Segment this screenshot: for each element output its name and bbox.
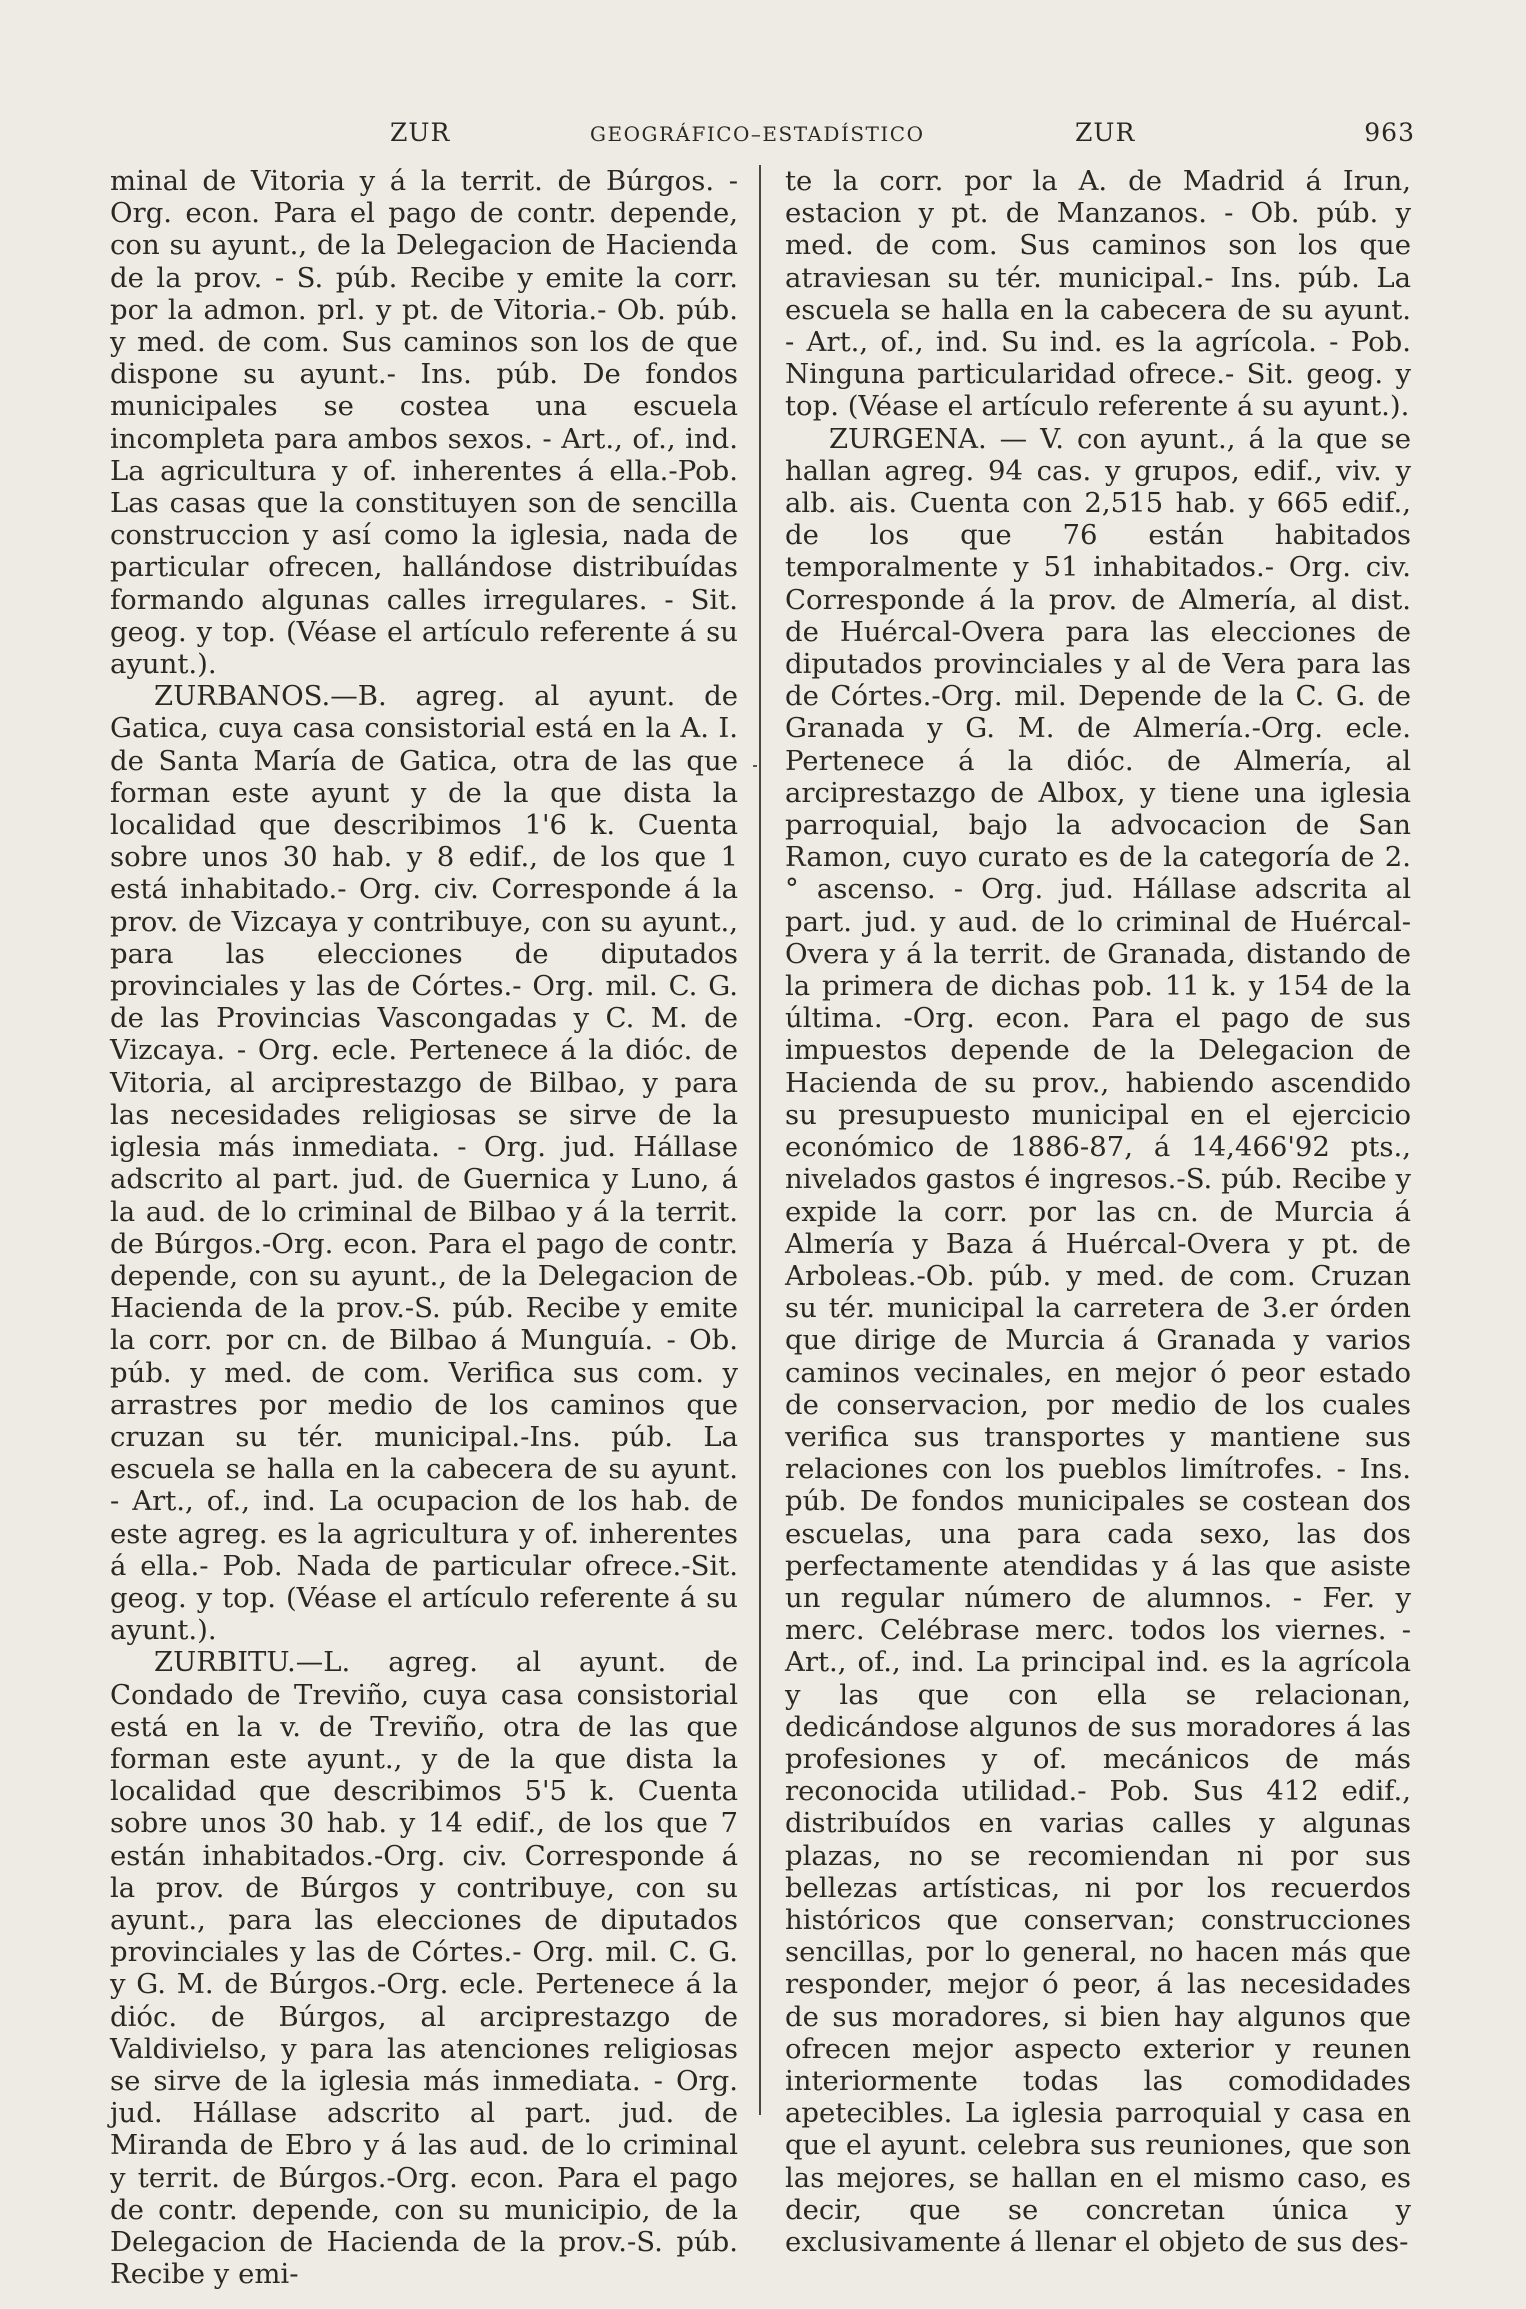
entry-zurgena: ZURGENA. — V. con ayunt., á la que se hallan agreg. 94 cas. y grupos, edif., viv. y alb. ais. Cuenta con 2,515 hab. y 665 edif., de los que 76 están habitados temporalmente y 51 inhabitados.- Org. civ. Corresponde á la prov. de Almería, al dist. de Huércal-Overa para las elecciones de diputados provinciales y al de Vera para las de Córtes.-Org. mil. Depende de la C. G. de Granada y G. M. de Almería.-Org. ecle. Pertenece á la dióc. de Almería, al arciprestazgo de Albox, y tiene una iglesia parroquial, bajo la advocacion de San Ramon, cuyo curato es de la categoría de 2.° ascenso. - Org. jud. Hállase adscrita al part. jud. y aud. de lo criminal de Huércal-Overa y á la territ. de Granada, distando de la primera de dichas pob. 11 k. y 154 de la última. -Org. econ. Para el pago de sus impuestos depende de la Delegacion de Hacienda de su prov., habiendo ascendido su presupuesto municipal en el ejercicio económico de 1886-87, á 14,466'92 pts., nivelados gastos é ingresos.-S. púb. Recibe y expide la corr. por las cn. de Murcia á Almería y Baza á Huércal-Overa y pt. de Arboleas.-Ob. púb. y med. de com. Cruzan su tér. municipal la carretera de 3.er órden que dirige de Murcia á Granada y varios caminos vecinales, en mejor ó peor estado de conservacion, por medio de los cuales verifica sus transportes y mantiene sus relaciones con los pueblos limítrofes. - Ins. púb. De fondos municipales se costean dos escuelas, una para cada sexo, las dos perfectamente atendidas y á las que asiste un regular número de alumnos. - Fer. y merc. Celébrase merc. todos los viernes. - Art., of., ind. La principal ind. es la agrícola y las que con ella se relacionan, dedicándose algunos de sus moradores á las profesiones y of. mecánicos de más reconocida utilidad.- Pob. Sus 412 edif., distribuídos en varias calles y algunas plazas, no se recomiendan ni por sus bellezas artísticas, ni por los recuerdos históricos que conservan; construcciones sencillas, por lo general, no hacen más que responder, mejor ó peor, á las necesidades de sus moradores, si bien hay algunos que ofrecen mejor aspecto exterior y reunen interiormente todas las comodidades apetecibles. La iglesia parroquial y casa en que el ayunt. celebra sus reuniones, que son las mejores, se hallan en el mismo caso, es decir, que se concretan única y exclusivamente á llenar el objeto de sus des- bbox=[785, 422, 1411, 2258]
right-column bbox=[785, 165, 1411, 2258]
entry-zurbitu: ZURBITU.—L. agreg. al ayunt. de Condado de Treviño, cuya casa consistorial está en la v. de Treviño, otra de las que forman este ayunt., y de la que dista la localidad que describimos 5'5 k. Cuenta sobre unos 30 hab. y 14 edif., de los que 7 están inhabitados.-Org. civ. Corresponde á la prov. de Búrgos y contribuye, con su ayunt., para las elecciones de diputados provinciales y las de Córtes.- Org. mil. C. G. y G. M. de Búrgos.-Org. ecle. Pertenece á la dióc. de Búrgos, al arciprestazgo de Valdivielso, y para las atenciones religiosas se sirve de la iglesia más inmediata. - Org. jud. Hállase adscrito al part. jud. de Miranda de Ebro y á las aud. de lo criminal y territ. de Búrgos.-Org. econ. Para el pago de contr. depende, con su municipio, de la Delegacion de Hacienda de la prov.-S. púb. Recibe y emi- bbox=[110, 1646, 738, 2291]
running-header bbox=[110, 118, 1415, 158]
header-right-keyword: ZUR bbox=[1075, 118, 1136, 147]
header-title: GEOGRÁFICO–ESTADÍSTICO bbox=[590, 122, 925, 146]
page-number: 963 bbox=[1364, 118, 1415, 147]
margin-mark bbox=[753, 765, 757, 767]
entry-zurbanos: ZURBANOS.—B. agreg. al ayunt. de Gatica, cuya casa consistorial está en la A. I. de Santa María de Gatica, otra de las que forman este ayunt y de la que dista la localidad que describimos 1'6 k. Cuenta sobre unos 30 hab. y 8 edif., de los que 1 está inhabitado.- Org. civ. Corresponde á la prov. de Vizcaya y contribuye, con su ayunt., para las elecciones de diputados provinciales y las de Córtes.- Org. mil. C. G. de las Provincias Vascongadas y C. M. de Vizcaya. - Org. ecle. Pertenece á la dióc. de Vitoria, al arciprestazgo de Bilbao, y para las necesidades religiosas se sirve de la iglesia más inmediata. - Org. jud. Hállase adscrito al part. jud. de Guernica y Luno, á la aud. de lo criminal de Bilbao y á la territ. de Búrgos.-Org. econ. Para el pago de contr. depende, con su ayunt., de la Delegacion de Hacienda de la prov.-S. púb. Recibe y emite la corr. por cn. de Bilbao á Munguía. - Ob. púb. y med. de com. Verifica sus com. y arrastres por medio de los caminos que cruzan su tér. municipal.-Ins. púb. La escuela se halla en la cabecera de su ayunt. - Art., of., ind. La ocupacion de los hab. de este agreg. es la agricultura y of. inherentes á ella.- Pob. Nada de particular ofrece.-Sit. geog. y top. (Véase el artículo referente á su ayunt.). bbox=[110, 680, 738, 1647]
header-left-keyword: ZUR bbox=[390, 118, 451, 147]
paragraph-continuation: minal de Vitoria y á la territ. de Búrgos. - Org. econ. Para el pago de contr. depende, con su ayunt., de la Delegacion de Hacienda de la prov. - S. púb. Recibe y emite la corr. por la admon. prl. y pt. de Vitoria.- Ob. púb. y med. de com. Sus caminos son los de que dispone su ayunt.- Ins. púb. De fondos municipales se costea una escuela incompleta para ambos sexos. - Art., of., ind. La agricultura y of. inherentes á ella.-Pob. Las casas que la constituyen son de sencilla construccion y así como la iglesia, nada de particular ofrecen, hallándose distribuídas formando algunas calles irregulares. - Sit. geog. y top. (Véase el artículo referente á su ayunt.). bbox=[110, 165, 738, 681]
left-column bbox=[110, 165, 738, 2290]
paragraph-continuation-right: te la corr. por la A. de Madrid á Irun, estacion y pt. de Manzanos. - Ob. púb. y med. de com. Sus caminos son los que atraviesan su tér. municipal.- Ins. púb. La escuela se halla en la cabecera de su ayunt. - Art., of., ind. Su ind. es la agrícola. - Pob. Ninguna particularidad ofrece.- Sit. geog. y top. (Véase el artículo referente á su ayunt.). bbox=[785, 165, 1411, 423]
column-divider bbox=[759, 165, 761, 2115]
